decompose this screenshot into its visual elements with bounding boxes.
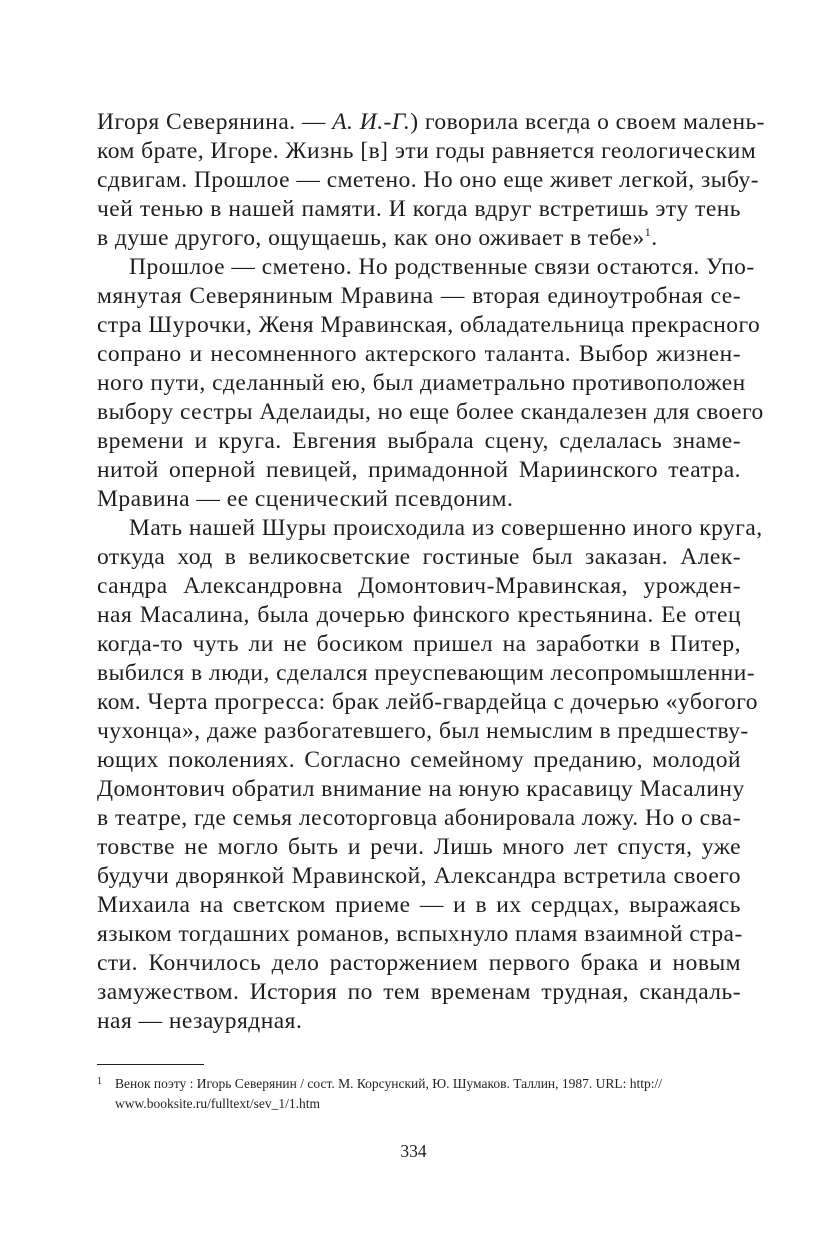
text-line: выбился в люди, сделался преуспевающим лесопромышленни-	[97, 660, 756, 686]
text-line: откуда ход в великосветские гостиные был заказан. Алек-	[97, 544, 741, 570]
footnote-url[interactable]: www.booksite.ru/fulltext/sev_1/1.htm	[115, 1096, 320, 1111]
text-line: Михаила на светском приеме — и в их сердцах, выражаясь	[97, 892, 741, 918]
text-line: ного пути, сделанный ею, был диаметрально противоположен	[97, 370, 746, 396]
text-line: чей тенью в нашей памяти. И когда вдруг встретишь эту тень	[97, 196, 741, 222]
text-line: языком тогдашних романов, вспыхнуло пламя взаимной стра-	[97, 921, 743, 947]
text-line: мянутая Северяниным Мравина — вторая единоутробная се-	[97, 283, 741, 309]
text-line: товстве не могло быть и речи. Лишь много лет спустя, уже	[97, 834, 741, 860]
text-line: ющих поколениях. Согласно семейному преданию, молодой	[97, 747, 741, 773]
page-body	[97, 108, 765, 1036]
paragraph-2	[97, 253, 764, 514]
text-line: чухонца», даже разбогатевшего, был немыслим в предшеству-	[97, 718, 749, 744]
text-line: сандра Александровна Домонтович-Мравинская, урожден-	[97, 573, 741, 599]
footnote-text: Венок поэту : Игорь Северянин / сост. М. Корсунский, Ю. Шумаков. Таллин, 1987. URL: http://	[115, 1076, 663, 1091]
text-line: будучи дворянкой Мравинской, Александра встретила своего	[97, 863, 741, 889]
page-number: 334	[400, 1141, 427, 1161]
paragraph-3	[97, 514, 763, 1036]
text-line: в душе другого, ощущаешь, как оно оживает в тебе»$^1$.	[97, 225, 658, 251]
text-line: нитой оперной певицей, примадонной Мариинского театра.	[97, 457, 741, 483]
text-line: сопрано и несомненного актерского таланта. Выбор жизнен-	[97, 341, 741, 367]
text-line: Мать нашей Шуры происходила из совершенно иного круга,	[129, 515, 763, 541]
footnote	[97, 1072, 747, 1114]
text-line: Прошлое — сметено. Но родственные связи остаются. Упо-	[129, 254, 755, 280]
text-line: замужеством. История по тем временам трудная, скандаль-	[97, 979, 741, 1005]
text-line: ная — незаурядная.	[97, 1008, 303, 1034]
text-line: Мравина — ее сценический псевдоним.	[97, 486, 514, 512]
text-line: в театре, где семья лесоторговца абонировала ложу. Но о сва-	[97, 805, 741, 831]
text-line: ная Масалина, была дочерью финского крестьянина. Ее отец	[97, 602, 741, 628]
text-line: ком. Черта прогресса: брак лейб-гвардейца с дочерью «убогого	[97, 689, 758, 715]
text-line: Игоря Северянина. — А. И.-Г.) говорила всегда о своем малень-	[97, 109, 765, 135]
text-line: сдвигам. Прошлое — сметено. Но оно еще живет легкой, зыбу-	[97, 167, 760, 193]
paragraph-1	[97, 108, 765, 253]
text-line: когда-то чуть ли не босиком пришел на заработки в Питер,	[97, 631, 741, 657]
text-line: ком брате, Игоре. Жизнь [в] эти годы равняется геологическим	[97, 138, 757, 164]
footnote-mark: 1	[97, 1076, 102, 1087]
text-line: стра Шурочки, Женя Мравинская, обладательница прекрасного	[97, 312, 761, 338]
text-line: Домонтович обратил внимание на юную красавицу Масалину	[97, 776, 745, 802]
footnote-line	[97, 1072, 747, 1094]
text-line: сти. Кончилось дело расторжением первого брака и новым	[97, 950, 741, 976]
footnote-divider	[97, 1064, 204, 1065]
footnote-reference[interactable]: 1	[644, 225, 652, 239]
text-line: выбору сестры Аделаиды, но еще более скандалезен для своего	[97, 399, 764, 425]
text-line: времени и круга. Евгения выбрала сцену, сделалась знаме-	[97, 428, 741, 454]
